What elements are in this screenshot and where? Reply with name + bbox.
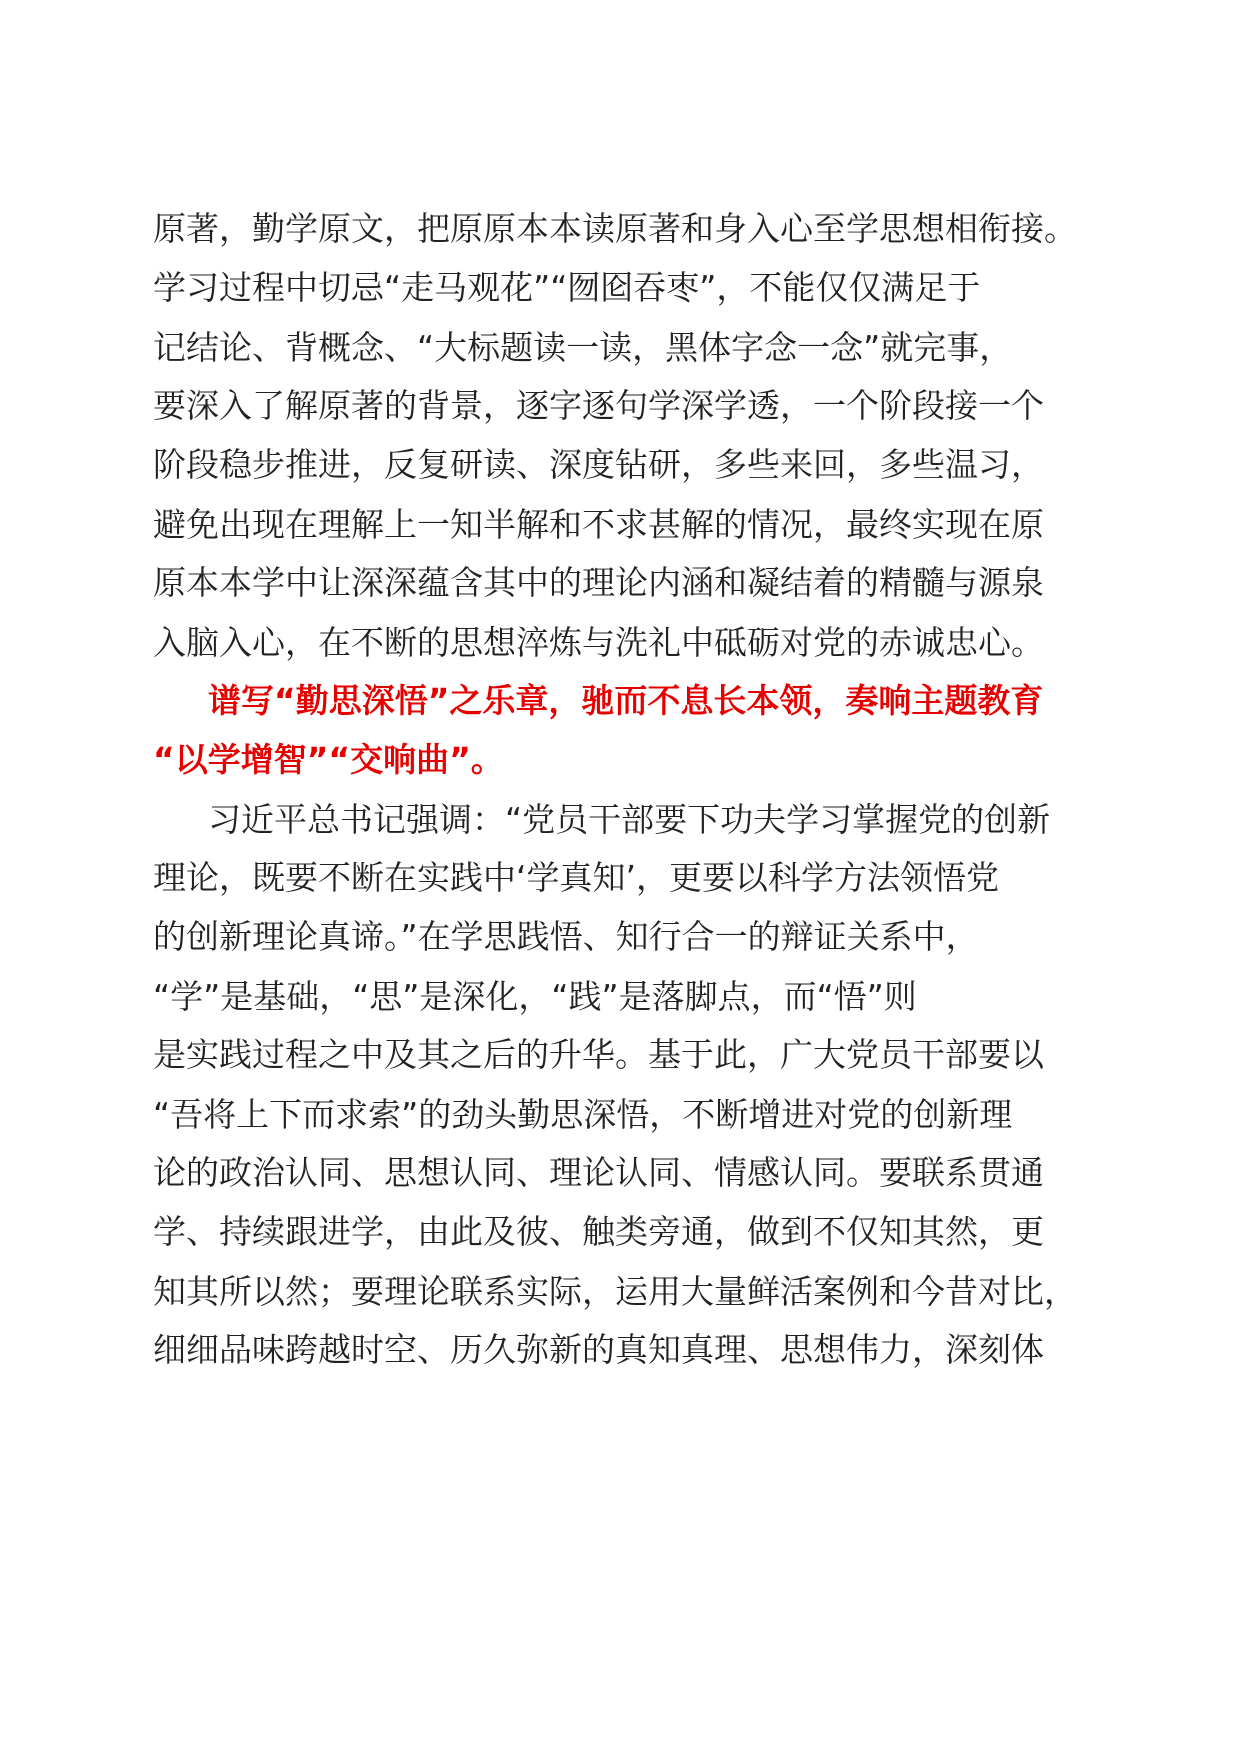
body-text-line: 的创新理论真谛。”在学思践悟、知行合一的辩证关系中， [153, 917, 979, 956]
section-heading-line: 谱写“勤思深悟”之乐章，驰而不息长本领，奏响主题教育 [208, 681, 1044, 720]
body-text-line: 学习过程中切忌“走马观花”“囫囵吞枣”，不能仅仅满足于 [153, 268, 981, 307]
body-text-line: 原本本学中让深深蕴含其中的理论内涵和凝结着的精髓与源泉 [153, 563, 1044, 602]
body-text-line: 细细品味跨越时空、历久弥新的真知真理、思想伟力，深刻体 [153, 1330, 1044, 1369]
body-text-line: 避免出现在理解上一知半解和不求甚解的情况，最终实现在原 [153, 505, 1044, 544]
body-text-line: 记结论、背概念、“大标题读一读，黑体字念一念”就完事， [153, 328, 1013, 367]
body-text-line: 知其所以然；要理论联系实际，运用大量鲜活案例和今昔对比， [153, 1272, 1077, 1311]
body-text-line: 理论，既要不断在实践中‘学真知’，更要以科学方法领悟党 [153, 858, 999, 897]
body-text-line: “吾将上下而求索”的劲头勤思深悟，不断增进对党的创新理 [153, 1095, 1013, 1134]
body-text-line: 阶段稳步推进，反复研读、深度钻研，多些来回，多些温习， [153, 445, 1044, 484]
section-heading-line: “以学增智”“交响曲”。 [153, 740, 504, 779]
body-text-line: “学”是基础，“思”是深化，“践”是落脚点，而“悟”则 [153, 977, 917, 1016]
body-text-line: 是实践过程之中及其之后的升华。基于此，广大党员干部要以 [153, 1035, 1044, 1074]
body-text-line: 论的政治认同、思想认同、理论认同、情感认同。要联系贯通 [153, 1153, 1044, 1192]
body-text-line: 入脑入心，在不断的思想淬炼与洗礼中砥砺对党的赤诚忠心。 [153, 623, 1044, 662]
body-text-line: 原著，勤学原文，把原原本本读原著和身入心至学思想相衔接。 [153, 209, 1077, 248]
body-text-line: 习近平总书记强调：“党员干部要下功夫学习掌握党的创新 [208, 800, 1051, 839]
body-text-line: 要深入了解原著的背景，逐字逐句学深学透，一个阶段接一个 [153, 386, 1044, 425]
body-text-line: 学、持续跟进学，由此及彼、触类旁通，做到不仅知其然，更 [153, 1212, 1044, 1251]
